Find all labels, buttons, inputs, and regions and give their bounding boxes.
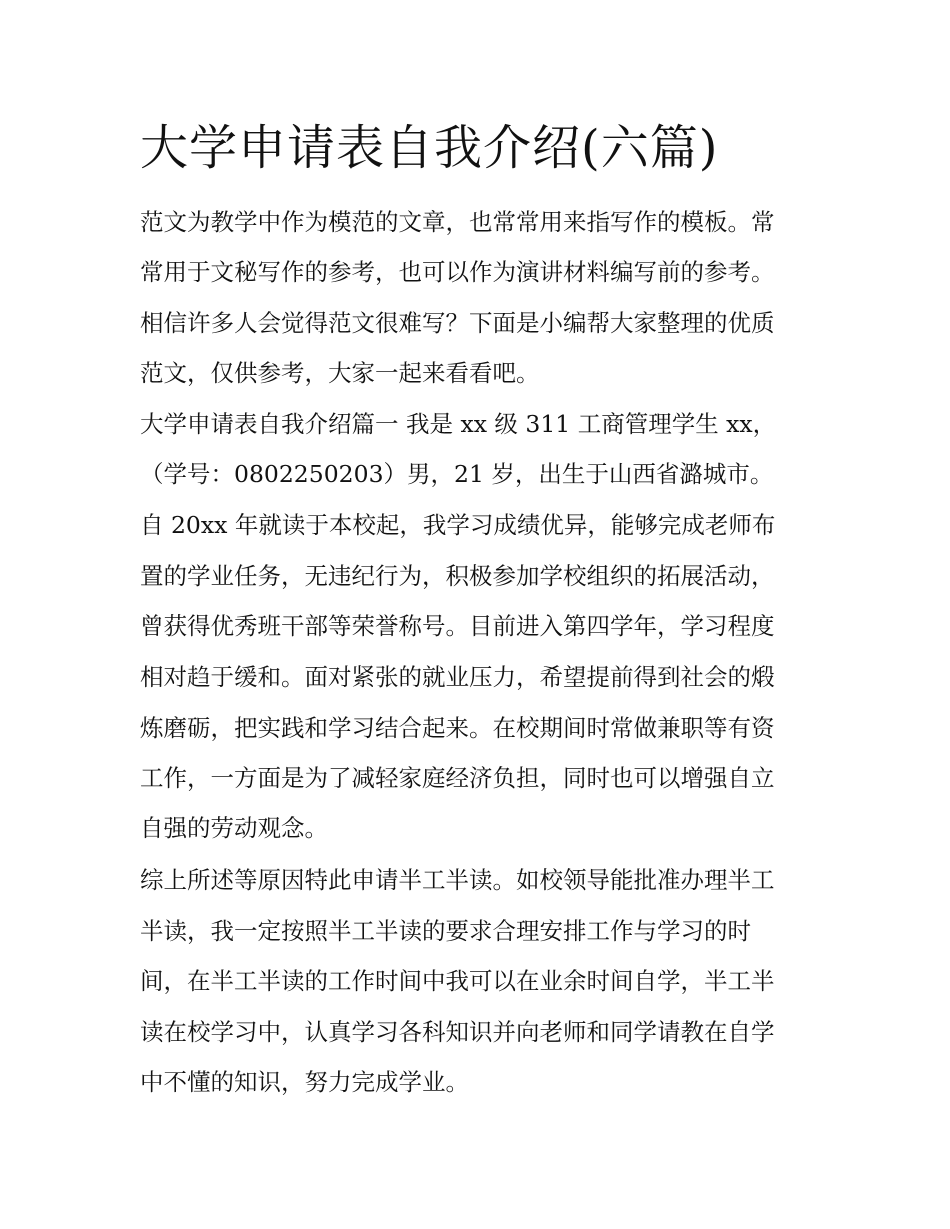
text-line: 综上所述等原因特此申请半工半读。如校领导能批准办理半工 — [140, 866, 775, 894]
text-line: 间，在半工半读的工作时间中我可以在业余时间自学，半工半 — [140, 967, 775, 995]
text-line: 中不懂的知识，努力完成学业。 — [140, 1068, 469, 1096]
text-line: 自强的劳动观念。 — [140, 814, 328, 842]
document-title: 大学申请表自我介绍(六篇) — [140, 120, 719, 176]
text-line: 读在校学习中，认真学习各科知识并向老师和同学请教在自学 — [140, 1018, 775, 1046]
text-line: （学号：0802250203）男，21 岁，出生于山西省潞城市。 — [140, 460, 774, 488]
text-line: 自 20xx 年就读于本校起，我学习成绩优异，能够完成老师布 — [140, 511, 776, 539]
text-line: 曾获得优秀班干部等荣誉称号。目前进入第四学年，学习程度 — [140, 612, 775, 640]
text-line: 范文，仅供参考，大家一起来看看吧。 — [140, 359, 540, 387]
text-line: 置的学业任务，无违纪行为，积极参加学校组织的拓展活动， — [140, 562, 775, 590]
text-line: 工作，一方面是为了减轻家庭经济负担，同时也可以增强自立 — [140, 764, 775, 792]
text-line: 炼磨砺，把实践和学习结合起来。在校期间时常做兼职等有资 — [140, 714, 775, 742]
text-line: 相对趋于缓和。面对紧张的就业压力，希望提前得到社会的煅 — [140, 663, 775, 691]
text-line: 相信许多人会觉得范文很难写？下面是小编帮大家整理的优质 — [140, 309, 775, 337]
text-line: 大学申请表自我介绍篇一 我是 xx 级 311 工商管理学生 xx， — [140, 410, 777, 438]
text-line: 范文为教学中作为模范的文章，也常常用来指写作的模板。常 — [140, 208, 775, 236]
text-line: 常用于文秘写作的参考，也可以作为演讲材料编写前的参考。 — [140, 258, 775, 286]
text-line: 半读，我一定按照半工半读的要求合理安排工作与学习的时 — [140, 917, 751, 945]
